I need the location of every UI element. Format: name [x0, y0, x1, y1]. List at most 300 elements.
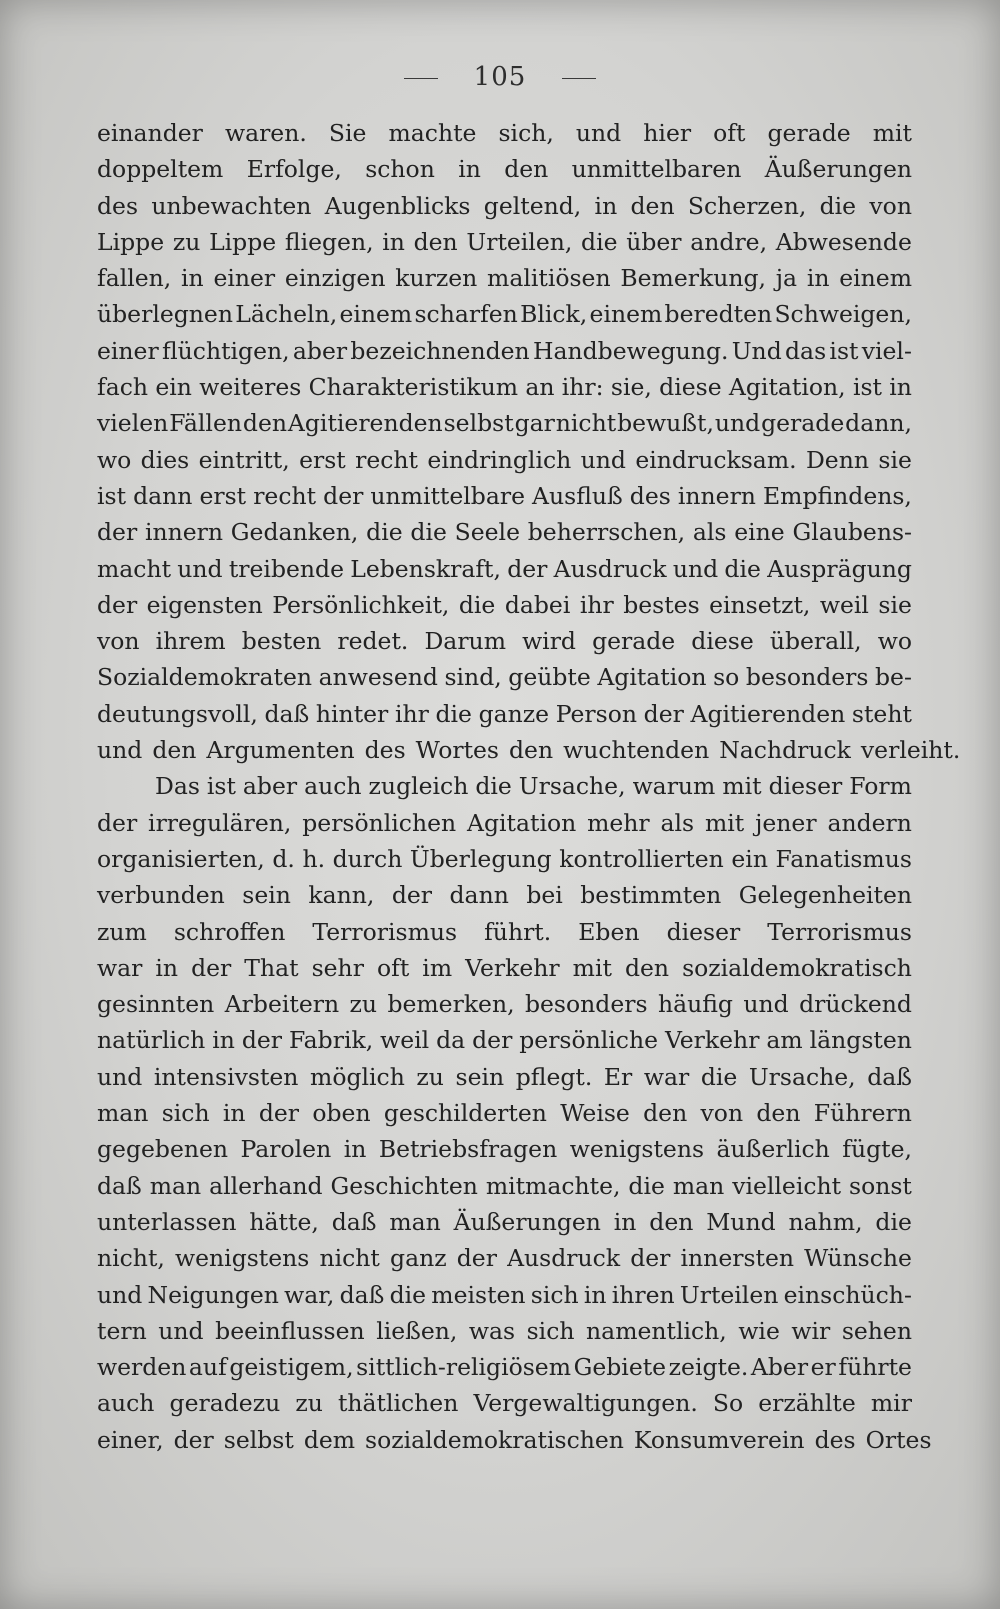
word: dieser: [666, 917, 741, 946]
word: von: [869, 191, 912, 220]
word: recht: [355, 445, 419, 474]
word: von: [97, 627, 140, 656]
word: Ursache,: [518, 772, 626, 801]
text-line: [97, 1022, 912, 1058]
word: Abwesende: [775, 227, 912, 256]
word: ist: [206, 772, 236, 801]
word: ist: [852, 373, 882, 402]
word: ganze: [478, 699, 550, 728]
word: schon: [365, 155, 435, 184]
word: Verkehr: [664, 1026, 760, 1055]
word: die: [819, 191, 857, 220]
word: sich: [526, 1316, 575, 1345]
word: sich: [161, 1099, 210, 1128]
word: war,: [284, 1280, 335, 1309]
text-line: [97, 841, 912, 877]
word: warum: [632, 772, 716, 801]
text-line: [97, 1240, 912, 1276]
word: einem: [839, 264, 912, 293]
word: scharfen: [414, 300, 518, 329]
word: flüchtigen,: [161, 336, 290, 365]
text-line: [97, 296, 912, 332]
word: auch: [304, 772, 362, 801]
word: innern: [677, 481, 756, 510]
word: andern: [827, 808, 912, 837]
word: des: [364, 736, 406, 765]
word: überall,: [769, 627, 862, 656]
word: pflegt.: [515, 1062, 593, 1091]
word: sittlich-religiösem: [356, 1353, 571, 1382]
word: tern: [97, 1316, 147, 1345]
word: eintritt,: [198, 445, 290, 474]
word: Fällen: [169, 409, 242, 438]
word: war: [643, 1062, 690, 1091]
text-line: [97, 224, 912, 260]
word: mit: [572, 953, 612, 982]
text-line: [97, 188, 912, 224]
word: Fabrik,: [288, 1026, 374, 1055]
text-line: [97, 1168, 912, 1204]
word: zu: [295, 1389, 323, 1418]
word: Überlegung: [409, 844, 552, 873]
word: selbst: [443, 409, 514, 438]
word: Urteilen,: [466, 227, 573, 256]
word: gar: [514, 409, 555, 438]
word: die: [875, 1207, 912, 1236]
word: werden: [97, 1353, 187, 1382]
word: einem: [589, 300, 663, 329]
word: in: [594, 191, 618, 220]
word: sehr: [311, 953, 364, 982]
word: fallen,: [97, 264, 172, 293]
word: d.: [272, 844, 295, 873]
word: besonders: [524, 990, 648, 1019]
word: doppeltem: [97, 155, 224, 184]
word: innern: [144, 518, 224, 547]
word: Agitation: [467, 808, 577, 837]
text-line: [97, 587, 912, 623]
word: hier: [643, 119, 692, 147]
word: in: [222, 1099, 246, 1128]
word: Sie: [328, 119, 367, 147]
word: That: [244, 953, 299, 982]
word: wenigstens: [175, 1244, 310, 1273]
word: was: [468, 1316, 516, 1345]
word: in: [343, 1135, 367, 1164]
word: daß: [339, 1280, 385, 1309]
word: als: [660, 808, 695, 837]
word: wird: [522, 627, 576, 656]
word: aber: [242, 772, 298, 801]
word: ein: [731, 844, 768, 873]
word: waren.: [224, 119, 307, 147]
word: fliegen,: [284, 227, 374, 256]
word: andre,: [690, 227, 768, 256]
word: malitiösen: [487, 264, 611, 293]
word: des: [629, 481, 671, 510]
word: beherrschen,: [527, 518, 686, 547]
word: Er: [603, 1062, 633, 1091]
word: die: [628, 1171, 665, 1200]
text-line: [97, 333, 912, 369]
word: hinter: [315, 699, 389, 728]
word: organisierten,: [97, 844, 265, 873]
word: in: [155, 953, 179, 982]
word: der: [258, 1099, 300, 1128]
word: von: [700, 1099, 744, 1128]
word: gegebenen: [97, 1135, 229, 1164]
word: Bemerkung,: [620, 264, 766, 293]
word: äußerlich: [716, 1135, 830, 1164]
word: sie,: [610, 373, 652, 402]
word: die: [410, 518, 447, 547]
word: dann,: [845, 409, 912, 438]
word: bei: [526, 881, 563, 910]
word: Gedanken,: [230, 518, 359, 547]
word: unmittelbaren: [571, 155, 742, 184]
word: sonst: [849, 1171, 912, 1200]
word: nicht: [319, 1244, 380, 1273]
word: daß: [264, 699, 310, 728]
word: schroffen: [173, 917, 286, 946]
word: wenigstens: [569, 1135, 705, 1164]
text-line: [97, 514, 912, 550]
word: Neigungen: [147, 1280, 279, 1309]
word: Augenblicks: [324, 191, 471, 220]
word: möglich: [310, 1062, 405, 1091]
word: zu: [172, 227, 201, 256]
word: zu: [349, 990, 378, 1019]
word: überlegnen: [97, 300, 233, 329]
word: und: [580, 445, 626, 474]
word: wo: [877, 627, 912, 656]
word: weiteres: [199, 373, 302, 402]
word: Fanatismus: [775, 844, 912, 873]
word: führte: [838, 1353, 912, 1382]
text-line: [97, 1131, 912, 1167]
word: Und: [731, 336, 782, 365]
word: sie: [878, 590, 912, 619]
word: die: [581, 227, 618, 256]
word: geübte: [508, 663, 591, 692]
text-line: [97, 1204, 912, 1240]
word: machte: [388, 119, 477, 147]
word: deutungsvoll,: [97, 699, 258, 728]
word: Terrorismus: [312, 917, 458, 946]
word: geschilderten: [383, 1099, 547, 1128]
word: besonders: [745, 663, 869, 692]
word: verbunden: [97, 881, 225, 910]
text-line: [97, 950, 912, 986]
word: weil: [380, 1026, 430, 1055]
text-line: [97, 405, 912, 441]
word: Wortes: [415, 736, 499, 765]
word: fügte,: [842, 1135, 912, 1164]
word: Blick,: [520, 300, 588, 329]
word: im: [422, 953, 453, 982]
word: selbst: [223, 1425, 294, 1454]
word: redet.: [337, 627, 409, 656]
header-dash-right: [562, 78, 596, 79]
word: in: [583, 1280, 607, 1309]
header-dash-left: [404, 78, 438, 79]
word: einzigen: [284, 264, 386, 293]
word: sich: [530, 1280, 579, 1309]
word: einschüch-: [783, 1280, 912, 1309]
word: Lippe: [209, 227, 277, 256]
word: geltend,: [483, 191, 582, 220]
word: der: [97, 808, 138, 837]
word: So: [712, 1389, 744, 1418]
text-line: [97, 659, 912, 695]
word: Erfolge,: [246, 155, 342, 184]
word: Mund: [706, 1207, 776, 1236]
word: ließen,: [376, 1316, 458, 1345]
word: sehen: [841, 1316, 912, 1345]
word: des: [97, 191, 139, 220]
word: eindringlich: [427, 445, 572, 474]
word: einer: [97, 336, 159, 365]
word: eigensten: [146, 590, 263, 619]
word: den: [509, 736, 554, 765]
word: der: [173, 1425, 214, 1454]
word: be-: [875, 663, 912, 692]
word: auf: [188, 1353, 227, 1382]
word: einer,: [97, 1425, 164, 1454]
word: Ausdruck: [507, 1244, 621, 1273]
word: und: [97, 1062, 143, 1091]
word: Arbeitern: [224, 990, 340, 1019]
word: innersten: [680, 1244, 795, 1273]
word: meisten: [431, 1280, 526, 1309]
word: Person: [555, 699, 637, 728]
word: ihren: [611, 1280, 675, 1309]
word: Agitierenden: [690, 699, 846, 728]
word: aber: [292, 336, 348, 365]
word: an: [525, 373, 555, 402]
word: die: [389, 1280, 427, 1309]
word: so: [713, 663, 740, 692]
word: und: [714, 409, 761, 438]
word: intensivsten: [153, 1062, 299, 1091]
word: mir: [870, 1389, 912, 1418]
word: auch: [97, 1389, 155, 1418]
word: viel-: [861, 336, 912, 365]
word: am: [766, 1026, 803, 1055]
word: anwesend: [318, 663, 438, 692]
word: war: [97, 953, 143, 982]
word: Äußerungen: [453, 1207, 601, 1236]
word: erst: [299, 445, 346, 474]
text-line: [97, 1059, 912, 1095]
word: und: [177, 554, 223, 583]
word: natürlich: [97, 1026, 206, 1055]
word: wie: [738, 1316, 780, 1345]
word: zum: [97, 917, 147, 946]
word: mitmachte,: [485, 1171, 621, 1200]
word: die: [700, 1062, 738, 1091]
word: Argumenten: [206, 736, 355, 765]
word: Gebiete: [573, 1353, 667, 1382]
word: allerhand: [209, 1171, 323, 1200]
word: einander: [97, 119, 203, 147]
word: Persönlichkeit,: [272, 590, 450, 619]
word: Lippe: [97, 227, 165, 256]
word: recht: [253, 481, 317, 510]
body-text: [97, 115, 961, 1458]
word: in: [212, 1026, 235, 1055]
text-line: [97, 551, 912, 587]
text-line: [97, 732, 961, 768]
word: man: [97, 1099, 149, 1128]
word: sozialdemokratisch: [682, 953, 912, 982]
word: Glaubens-: [792, 518, 912, 547]
word: Denn: [805, 445, 869, 474]
word: in: [806, 264, 830, 293]
text-line: [97, 1422, 932, 1458]
word: zu: [416, 1062, 444, 1091]
word: längsten: [809, 1026, 912, 1055]
word: einem: [339, 300, 413, 329]
word: Lebenskraft,: [350, 554, 501, 583]
text-line: [97, 369, 912, 405]
word: fach: [97, 373, 149, 402]
word: über: [626, 227, 682, 256]
word: der: [241, 1026, 283, 1055]
word: Verkehr: [465, 953, 560, 982]
word: Schweigen,: [774, 300, 912, 329]
word: Geschichten: [330, 1171, 478, 1200]
word: man: [149, 1171, 202, 1200]
text-line: [97, 442, 912, 478]
word: ist: [97, 481, 127, 510]
word: Darum: [424, 627, 506, 656]
word: Nachdruck: [719, 736, 851, 765]
word: Urteilen: [679, 1280, 779, 1309]
text-line: [97, 260, 912, 296]
word: da: [436, 1026, 466, 1055]
word: in: [181, 264, 204, 293]
word: den: [152, 736, 197, 765]
word: daß: [97, 1171, 142, 1200]
text-line: [97, 1277, 912, 1313]
word: gerade: [761, 409, 845, 438]
word: bestes: [623, 590, 700, 619]
word: mehr: [587, 808, 650, 837]
text-line: [97, 877, 912, 913]
word: ganz: [390, 1244, 447, 1273]
word: den: [630, 191, 675, 220]
word: Scherzen,: [687, 191, 807, 220]
word: h.: [302, 844, 326, 873]
word: einsetzt,: [709, 590, 811, 619]
word: sie: [878, 445, 912, 474]
text-line: [97, 478, 912, 514]
word: man: [389, 1207, 441, 1236]
word: die: [475, 772, 512, 801]
word: der: [323, 481, 364, 510]
word: jener: [755, 808, 817, 837]
word: die: [366, 518, 403, 547]
word: Agitation: [597, 663, 707, 692]
word: der: [456, 1244, 497, 1273]
word: und: [97, 1280, 143, 1309]
word: weil: [819, 590, 869, 619]
word: Terrorismus: [767, 917, 912, 946]
word: besten: [241, 627, 322, 656]
word: der: [472, 1026, 513, 1055]
word: Ursache,: [748, 1062, 856, 1091]
word: kontrollierten: [559, 844, 724, 873]
word: oft: [376, 953, 410, 982]
word: thätlichen: [337, 1389, 459, 1418]
word: ihr: [579, 590, 614, 619]
word: diese: [659, 373, 722, 402]
word: unterlassen: [97, 1207, 237, 1236]
word: ihr: [394, 699, 429, 728]
word: Eben: [578, 917, 640, 946]
word: irregulären,: [148, 808, 292, 837]
word: treibende: [228, 554, 344, 583]
word: Ausfluß: [532, 481, 623, 510]
word: geistigem,: [229, 1353, 354, 1382]
word: der: [630, 1244, 671, 1273]
word: ihr:: [561, 373, 604, 402]
word: der: [97, 518, 138, 547]
word: hätte,: [249, 1207, 319, 1236]
word: persönliche: [519, 1026, 659, 1055]
word: dabei: [504, 590, 571, 619]
word: Aber: [750, 1353, 809, 1382]
text-line: [97, 1349, 912, 1385]
word: der: [191, 953, 232, 982]
word: sind,: [444, 663, 502, 692]
word: Seele: [454, 518, 520, 547]
word: drückend: [799, 990, 912, 1019]
word: eine: [734, 518, 785, 547]
word: nicht: [555, 409, 617, 438]
text-line: [97, 1095, 912, 1131]
word: in: [613, 1207, 637, 1236]
word: den: [504, 155, 549, 184]
word: Das: [155, 772, 200, 801]
word: und: [158, 1316, 204, 1345]
word: bezeichnenden: [350, 336, 530, 365]
word: Charakteristikum: [308, 373, 518, 402]
text-line: [97, 151, 912, 187]
word: daß: [867, 1062, 912, 1091]
word: dann: [449, 881, 509, 910]
word: den: [756, 1099, 801, 1128]
word: nicht,: [97, 1244, 165, 1273]
text-line: [97, 696, 912, 732]
word: unmittelbare: [370, 481, 525, 510]
word: in: [889, 373, 912, 402]
word: vielen: [97, 409, 169, 438]
word: sich,: [498, 119, 554, 147]
word: Wünsche: [804, 1244, 912, 1273]
word: den: [242, 409, 287, 438]
word: oben: [312, 1099, 371, 1128]
word: den: [413, 227, 458, 256]
word: er: [810, 1353, 836, 1382]
word: in: [458, 155, 481, 184]
word: sozialdemokratischen: [365, 1425, 624, 1454]
text-line: [97, 768, 912, 804]
word: Form: [849, 772, 912, 801]
word: daß: [331, 1207, 377, 1236]
word: erst: [199, 481, 247, 510]
